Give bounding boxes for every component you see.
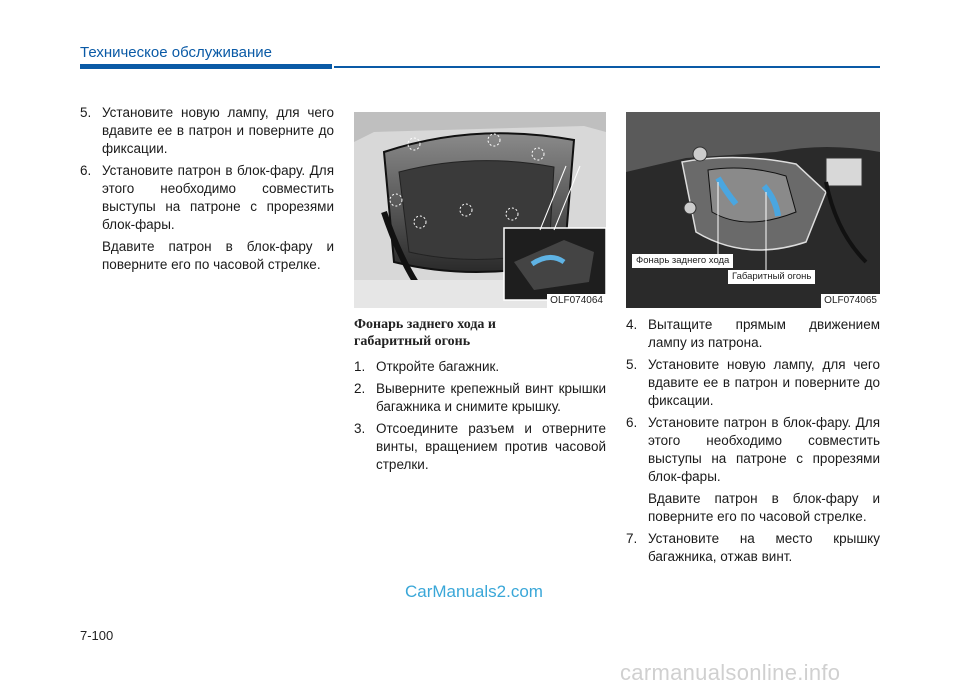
callout-parking-lamp: Габаритный огонь xyxy=(728,270,815,284)
header-bar-light xyxy=(334,66,880,68)
item-number: 3. xyxy=(354,421,366,436)
list-item xyxy=(354,380,606,416)
list-item xyxy=(354,420,606,474)
list-item xyxy=(626,414,880,486)
section-title-line2: габаритный огонь xyxy=(354,334,471,349)
figure-code: OLF074065 xyxy=(821,294,880,308)
item-number: 5. xyxy=(80,105,92,120)
item-text: Вытащите прямым движением лампу из патрона. xyxy=(648,317,880,350)
trunk-lid-figure xyxy=(354,112,606,308)
list-item xyxy=(354,358,606,376)
header-title: Техническое обслуживание xyxy=(80,44,272,61)
trunk-lid-illustration xyxy=(354,112,606,308)
column-left xyxy=(80,104,334,278)
item-text: Отсоедините разъем и отверните винты, вращением против часовой стрелки. xyxy=(376,421,606,472)
item-number: 4. xyxy=(626,317,638,332)
item-number: 2. xyxy=(354,381,366,396)
item-text: Установите патрон в блок-фару. Для этого необходимо совместить выступы на патроне с прорезями блок-фары. xyxy=(648,415,880,484)
item-text: Установите патрон в блок-фару. Для этого необходимо совместить выступы на патроне с прорезями блок-фары. xyxy=(102,163,334,232)
list-item xyxy=(80,104,334,158)
list-item xyxy=(626,316,880,352)
page-number: 7-100 xyxy=(80,628,114,643)
item-text: Выверните крепежный винт крышки багажника и снимите крышку. xyxy=(376,381,606,414)
watermark-link[interactable]: CarManuals2.com xyxy=(405,582,543,601)
figure-code: OLF074064 xyxy=(547,294,606,308)
item-number: 5. xyxy=(626,357,638,372)
lamp-figure xyxy=(626,112,880,308)
list-item xyxy=(626,530,880,566)
footer-watermark: carmanualsonline.info xyxy=(620,660,841,685)
sub-paragraph: Вдавите патрон в блок-фару и поверните его по часовой стрелке. xyxy=(102,239,334,272)
list-item xyxy=(80,162,334,234)
sub-paragraph: Вдавите патрон в блок-фару и поверните его по часовой стрелке. xyxy=(648,491,880,524)
header-bar-dark xyxy=(80,64,332,69)
column-right xyxy=(626,316,880,570)
item-number: 6. xyxy=(626,415,638,430)
list-item xyxy=(626,356,880,410)
section-title xyxy=(354,316,606,350)
item-number: 6. xyxy=(80,163,92,178)
callout-rear-lamp: Фонарь заднего хода xyxy=(632,254,733,268)
item-text: Установите новую лампу, для чего вдавите ее в патрон и поверните до фиксации. xyxy=(648,357,880,408)
item-text: Установите на место крышку багажника, отжав винт. xyxy=(648,531,880,564)
section-title-line1: Фонарь заднего хода и xyxy=(354,317,496,332)
item-text: Установите новую лампу, для чего вдавите ее в патрон и поверните до фиксации. xyxy=(102,105,334,156)
item-number: 7. xyxy=(626,531,638,546)
item-number: 1. xyxy=(354,359,366,374)
item-text: Откройте багажник. xyxy=(376,359,500,374)
column-middle xyxy=(354,316,606,478)
